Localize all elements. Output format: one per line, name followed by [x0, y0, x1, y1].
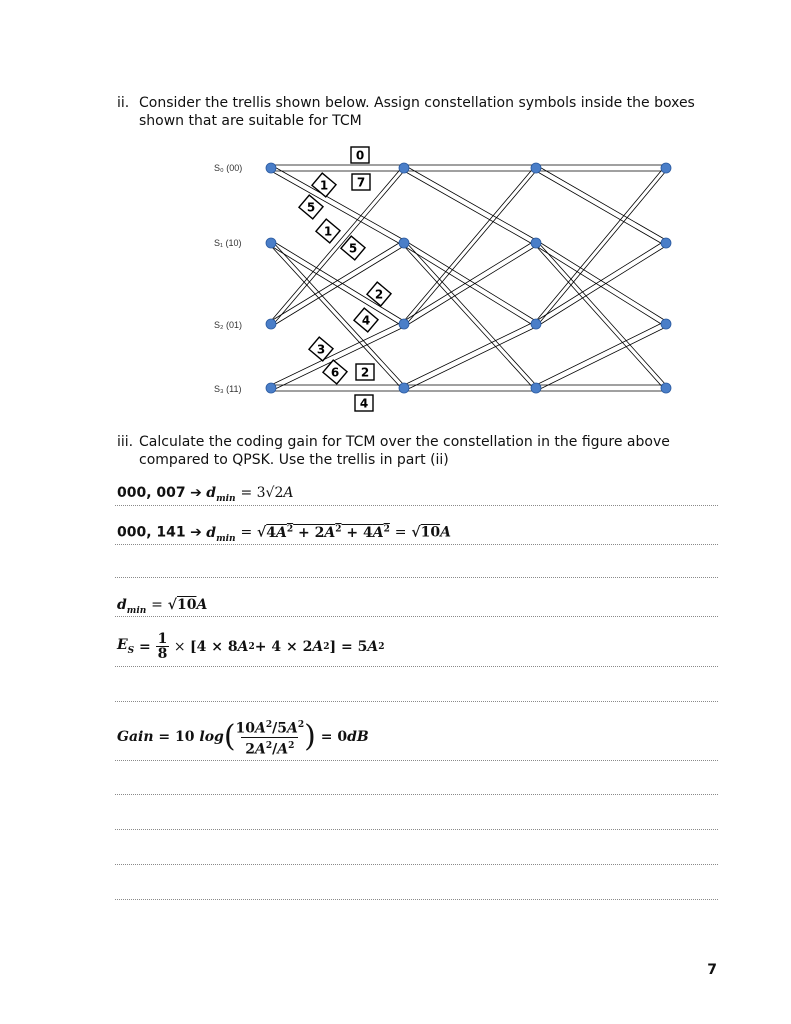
question-ii-number: ii. [117, 95, 130, 111]
answer-line-2 [117, 524, 451, 543]
symbol-box-value: 7 [356, 175, 366, 190]
symbol-box-value: 2 [374, 287, 384, 302]
trellis-node [531, 383, 541, 393]
symbol-box [312, 173, 336, 197]
trellis-branch [536, 171, 666, 246]
trellis-node [661, 238, 671, 248]
symbol-box [309, 337, 333, 361]
answer-rule [115, 829, 718, 830]
trellis-node [399, 383, 409, 393]
question-iii [117, 433, 717, 469]
trellis-node [661, 319, 671, 329]
trellis-node [661, 383, 671, 393]
answer-rule [115, 616, 718, 617]
answer-rule [115, 760, 718, 761]
symbol-box [323, 360, 347, 384]
trellis-node [399, 319, 409, 329]
trellis-node [266, 319, 276, 329]
page-number: 7 [707, 962, 717, 978]
symbol-box [367, 282, 391, 306]
symbol-box [356, 364, 374, 380]
symbol-box-value: 3 [316, 342, 326, 357]
trellis-branch [536, 327, 666, 391]
answer-2-formula: $d_{min} = √4A^2 + 2A^2 + 4A^2 = √10A$ [206, 524, 451, 544]
arrow-icon: ➔ [190, 485, 202, 501]
symbol-box-value: 4 [361, 313, 371, 328]
question-iii-number: iii. [117, 434, 134, 450]
trellis-branch [536, 165, 666, 321]
symbol-box-value: 5 [306, 200, 316, 215]
trellis-branch [404, 165, 536, 240]
answer-rule [115, 794, 718, 795]
answer-rule [115, 864, 718, 865]
trellis-branch [404, 171, 536, 246]
question-ii-line2: shown that are suitable for TCM [139, 113, 362, 129]
trellis-node [531, 238, 541, 248]
symbol-box-value: 4 [359, 396, 369, 411]
trellis-node [661, 163, 671, 173]
answer-rule [115, 505, 718, 506]
trellis-node [266, 163, 276, 173]
symbol-box [341, 236, 365, 260]
trellis-branch [404, 246, 536, 391]
state-label: S₀ (00) [214, 163, 243, 173]
trellis-node [531, 319, 541, 329]
answer-rule [115, 577, 718, 578]
answer-1-formula: $d_{min} = 3√2A$ [206, 485, 294, 504]
symbol-box [351, 147, 369, 163]
trellis-node [399, 238, 409, 248]
trellis-branch [536, 165, 666, 240]
answer-rule [115, 666, 718, 667]
trellis-branch [404, 240, 536, 385]
es-formula: $E_S$ = $\frac{1}{8}$ × [4 × 8 A 2 + 4 × 2 A 2 ] = 5 A 2 [117, 631, 385, 662]
question-iii-line2: compared to QPSK. Use the trellis in part (ii) [139, 452, 449, 468]
trellis-node [266, 383, 276, 393]
dmin-formula: $d_{min} = √10A$ [117, 597, 208, 616]
symbol-box-value: 1 [323, 224, 333, 239]
question-iii-line1: Calculate the coding gain for TCM over the constellation in the figure above [139, 434, 670, 450]
answer-dmin [117, 597, 207, 616]
arrow-icon: ➔ [190, 524, 202, 541]
symbol-box [352, 174, 370, 190]
answer-line-1 [117, 485, 294, 504]
trellis-branch [404, 165, 536, 321]
trellis-branch [271, 171, 404, 327]
symbol-box-value: 2 [360, 365, 370, 380]
trellis-branch [536, 171, 666, 327]
trellis-diagram [0, 0, 791, 430]
symbol-box [354, 308, 378, 332]
symbol-box [355, 395, 373, 411]
answer-rule [115, 544, 718, 545]
trellis-node [266, 238, 276, 248]
answer-es [117, 632, 384, 661]
answer-gain [117, 717, 369, 757]
trellis-branch [404, 327, 536, 391]
answer-rule [115, 899, 718, 900]
trellis-node [531, 163, 541, 173]
trellis-branch [404, 171, 536, 327]
symbol-box-value: 5 [348, 241, 358, 256]
trellis-node [399, 163, 409, 173]
trellis-branch [536, 246, 666, 391]
answer-2-label: 000, 141 [117, 524, 186, 541]
question-ii-line1: Consider the trellis shown below. Assign constellation symbols inside the boxes [139, 95, 695, 111]
state-label: S₁ (10) [214, 238, 242, 248]
gain-formula: Gain = 10 log ( $10A^2/5A^2$ $2A^2/A^2$ ) = 0 dB [117, 719, 369, 758]
trellis-branch [536, 321, 666, 385]
trellis-branch [536, 240, 666, 385]
state-label: S₂ (01) [214, 320, 243, 330]
answer-1-label: 000, 007 [117, 485, 186, 501]
symbol-box-value: 0 [355, 148, 365, 163]
symbol-box-value: 6 [330, 365, 340, 380]
state-label: S₃ (11) [214, 384, 242, 394]
answer-rule [115, 701, 718, 702]
trellis-branch [404, 321, 536, 385]
symbol-box [316, 219, 340, 243]
symbol-box-value: 1 [319, 178, 329, 193]
